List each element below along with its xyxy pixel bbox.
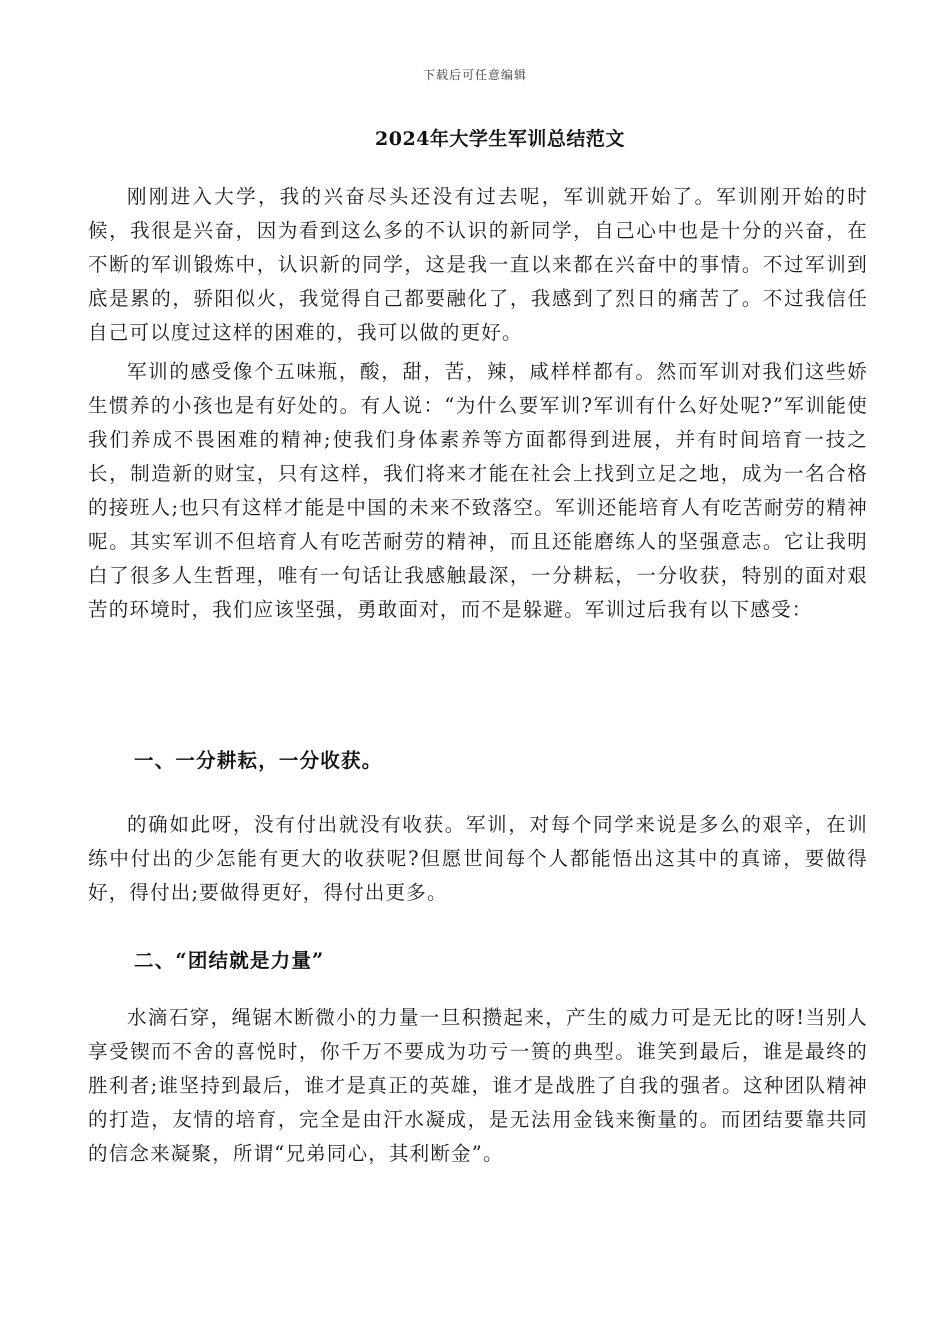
paragraph-text: 水滴石穿，绳锯木断微小的力量一旦积攒起来，产生的威力可是无比的呀!当别人享受锲而不舍的喜悦时，你千万不要成为功亏一篑的典型。谁笑到最后，谁是最终的胜利者;谁坚持到最后，谁才是真正的英雄，谁才是战胜了自我的强者。这种团队精神的打造，友情的培育，完全是由汗水凝成，是无法用金钱来衡量的。而团结要靠共同的信念来凝聚，所谓“兄弟同心，其利断金”。 [88,1006,868,1165]
paragraph-section-1 [88,808,868,910]
paragraph-intro [88,180,868,350]
section-heading-2: 二、“团结就是力量” [134,949,325,972]
header-note: 下载后可任意编辑 [422,68,527,82]
paragraph-section-2 [88,1001,868,1171]
paragraph-text: 刚刚进入大学，我的兴奋尽头还没有过去呢，军训就开始了。军训刚开始的时候，我很是兴奋，因为看到这么多的不认识的新同学，自己心中也是十分的兴奋，在不断的军训锻炼中，认识新的同学，这是我一直以来都在兴奋中的事情。不过军训到底是累的，骄阳似火，我觉得自己都要融化了，我感到了烈日的痛苦了。不过我信任自己可以度过这样的困难的，我可以做的更好。 [88,185,868,344]
paragraph-text: 的确如此呀，没有付出就没有收获。军训，对每个同学来说是多么的艰辛，在训练中付出的少怎能有更大的收获呢?但愿世间每个人都能悟出这其中的真谛，要做得好，得付出;要做得更好，得付出更多。 [88,813,868,904]
paragraph-feelings [88,355,868,627]
paragraph-text: 军训的感受像个五味瓶，酸，甜，苦，辣，咸样样都有。然而军训对我们这些娇生惯养的小孩也是有好处的。有人说：“为什么要军训?军训有什么好处呢?”军训能使我们养成不畏困难的精神;使我们身体素养等方面都得到进展，并有时间培育一技之长，制造新的财宝，只有这样，我们将来才能在社会上找到立足之地，成为一名合格的接班人;也只有这样才能是中国的未来不致落空。军训还能培育人有吃苦耐劳的精神呢。其实军训不但培育人有吃苦耐劳的精神，而且还能磨练人的坚强意志。它让我明白了很多人生哲理，唯有一句话让我感触最深，一分耕耘，一分收获，特别的面对艰苦的环境时，我们应该坚强，勇敢面对，而不是躲避。军训过后我有以下感受： [88,360,868,621]
document-title: 2024年大学生军训总结范文 [375,128,625,150]
section-heading-1: 一、一分耕耘，一分收获。 [134,749,383,772]
